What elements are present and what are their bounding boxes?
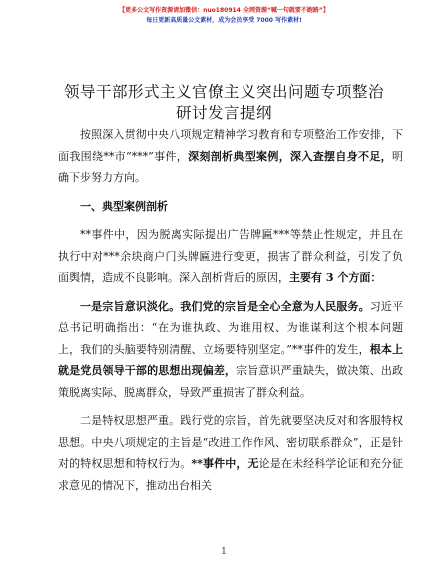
page-number: 1: [221, 547, 227, 557]
point-two-paragraph: [58, 410, 403, 496]
point-one-bold-text: 根本上就是党员领导干部的思想出现偏差，: [58, 342, 404, 377]
title-line-1: 领导干部形式主义官僚主义突出问题专项整治: [63, 83, 384, 101]
intro-tail-text: 明确下步努力方向。: [58, 149, 404, 184]
point-one-tail: 宗旨意识严重缺失，做决策、出政策脱离实际、脱离群众，导致严重损害了群众利益。: [58, 364, 404, 399]
point-two-text: 二是特权思想严重。践行党的宗旨，首先就要坚决反对和客服特权思想。中央八项规定的主旨是“改进工作作风、密切联系群众”，正是针对的特权思想和特权行为。: [58, 414, 403, 470]
point-two-tail: 论是在未经科学论证和充分征求意见的情况下，推动出台相关: [58, 457, 404, 492]
case-text: **事件中，因为脱离实际提出广告牌匾***等禁止性规定，并且在执行中对***余块商户门头牌匾进行变更，损害了群众利益，引发了负面舆情，造成不良影响。深入剖析背后的原因，: [58, 228, 403, 284]
promo-line-2: 每日更新高质量公文素材，成为会员享受 7000 写作素材!: [146, 17, 302, 24]
intro-bold-text: 深刻剖析典型案例，深入查摆自身不足，: [188, 149, 393, 163]
promo-line-1: 【更多公文写作资源请加微信：nuo180914 全网资源“喊一句就要不跑路”】: [119, 7, 329, 14]
promo-banner: [0, 6, 448, 26]
intro-paragraph: [58, 124, 403, 189]
case-bold-text: 主要有 3 个方面：: [289, 271, 382, 284]
section-heading: 一、典型案例剖析: [80, 199, 168, 213]
document-title: [0, 82, 448, 124]
title-line-2: 研讨发言提纲: [175, 104, 272, 122]
point-two-bold-text: **事件中，无: [191, 457, 259, 470]
document-body: [58, 124, 403, 496]
point-one-lead: 一是宗旨意识淡化。我们党的宗旨是全心全意为人民服务。: [80, 299, 370, 313]
point-one-text: 习近平总书记明确指出：“在为谁执政、为谁用权、为谁谋利这个根本问题上，我们的头脑要特别清醒、立场要特别坚定。”**事件的发生，: [58, 299, 404, 356]
intro-text: 按照深入贯彻中央八项规定精神学习教育和专项整治工作安排，下面我围绕**市“***”事件，: [58, 128, 403, 163]
point-one-paragraph: [58, 296, 403, 404]
case-paragraph: [58, 224, 403, 289]
